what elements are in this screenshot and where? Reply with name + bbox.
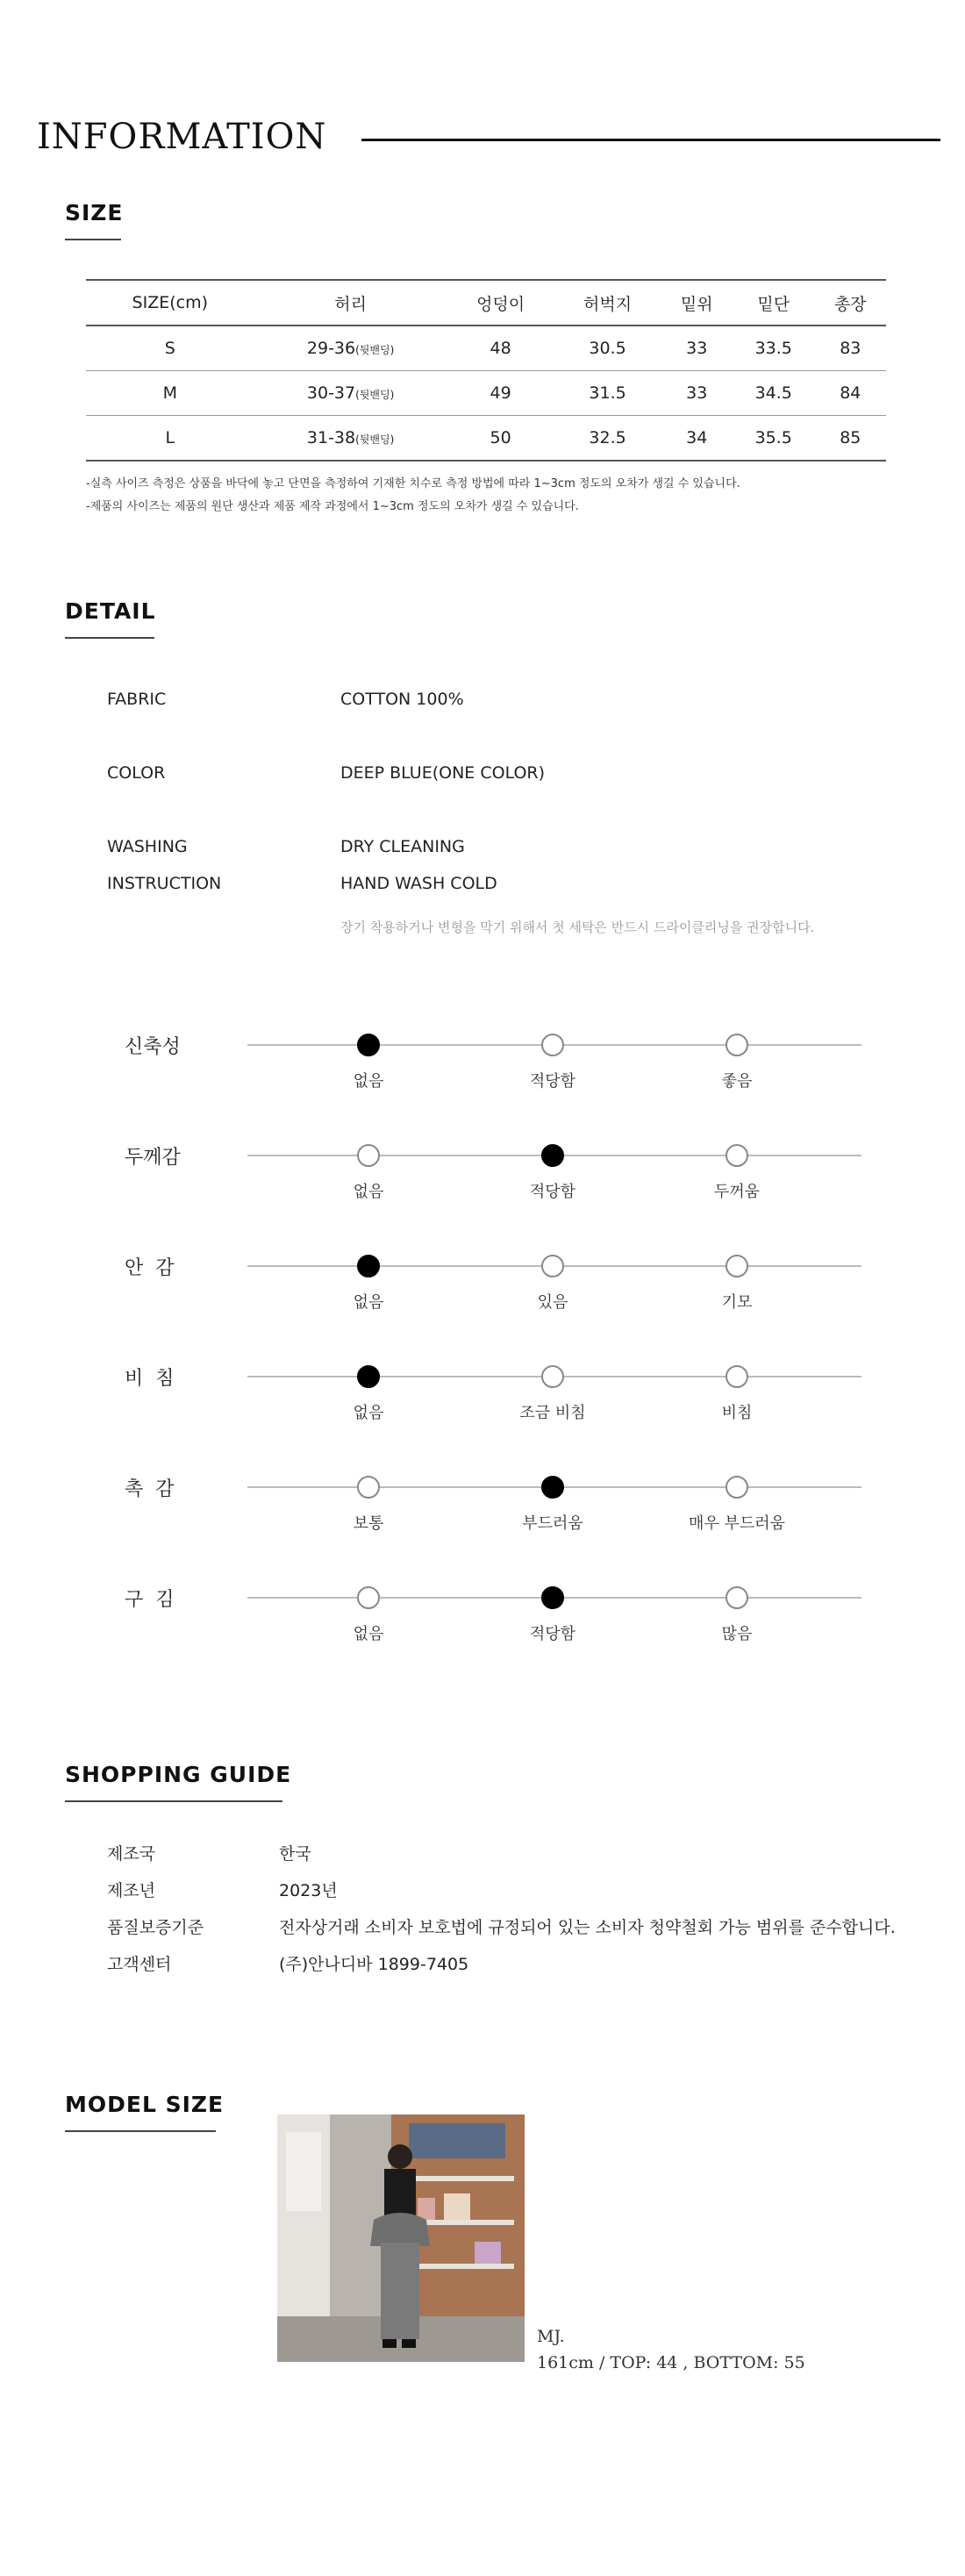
scale-label: 신축성 [125, 1036, 181, 1058]
scale-option-label: 비침 [721, 1404, 753, 1422]
color-value: DEEP BLUE(ONE COLOR) [340, 763, 546, 783]
scale-option-label: 적당함 [529, 1625, 576, 1643]
col-header: 허벅지 [583, 294, 633, 314]
scale-option-label: 있음 [537, 1293, 568, 1312]
size-section-title: SIZE [65, 200, 124, 225]
scale-dot [541, 1255, 564, 1277]
model-photo-illustration [277, 2114, 525, 2362]
scale-dot [357, 1144, 380, 1167]
scale-option-label: 적당함 [529, 1072, 576, 1091]
rise-cell: 33 [686, 339, 708, 358]
scale-dot-selected [357, 1365, 380, 1388]
size-table [86, 279, 886, 462]
scale-dot-selected [541, 1476, 564, 1499]
guide-value: 2023년 [279, 1881, 338, 1900]
scale-dot [726, 1586, 748, 1609]
scale-option-label: 부드러움 [522, 1514, 583, 1533]
hip-cell: 50 [490, 428, 511, 447]
scale-dot [541, 1365, 564, 1388]
guide-value: 한국 [279, 1844, 311, 1864]
col-header: 밑단 [757, 294, 790, 314]
table-row [86, 326, 886, 371]
scale-option-label: 기모 [721, 1293, 753, 1312]
guide-title-underline [65, 1800, 282, 1802]
guide-label: 제조국 [107, 1844, 156, 1864]
guide-section-title: SHOPPING GUIDE [65, 1762, 292, 1787]
title-rule [361, 139, 940, 141]
rise-cell: 34 [686, 428, 708, 447]
hem-cell: 35.5 [754, 428, 792, 447]
waist-cell: 31-38(뒷밴딩) [306, 428, 395, 447]
color-label: COLOR [107, 763, 166, 783]
detail-title-underline [65, 637, 154, 639]
page-title: INFORMATION [37, 117, 327, 157]
thigh-cell: 32.5 [589, 428, 626, 447]
scale-dot-selected [357, 1034, 380, 1056]
length-cell: 83 [840, 339, 861, 358]
length-cell: 84 [840, 383, 861, 403]
washing-value: DRY CLEANING [340, 837, 465, 856]
scale-option-label: 없음 [353, 1293, 384, 1312]
guide-label: 고객센터 [107, 1955, 172, 1974]
instruction-label: INSTRUCTION [107, 874, 222, 893]
size-title-underline [65, 239, 121, 240]
scale-option-label: 없음 [353, 1072, 384, 1091]
model-title-underline [65, 2130, 216, 2132]
thigh-cell: 30.5 [589, 339, 626, 358]
scale-option-label: 없음 [353, 1625, 384, 1643]
table-row [86, 416, 886, 462]
scale-label: 안 감 [125, 1257, 175, 1279]
scale-option-label: 적당함 [529, 1183, 576, 1201]
thigh-cell: 31.5 [589, 383, 626, 403]
scale-option-label: 많음 [721, 1625, 753, 1643]
scale-label: 비 침 [125, 1368, 175, 1390]
hem-cell: 34.5 [754, 383, 792, 403]
col-header: 총장 [833, 294, 867, 314]
size-table-header [86, 280, 886, 326]
scale-label: 두께감 [125, 1147, 181, 1169]
hip-cell: 49 [490, 383, 511, 403]
instruction-value: HAND WASH COLD [340, 874, 497, 893]
scale-label: 촉 감 [125, 1478, 175, 1500]
scale-dot-selected [541, 1144, 564, 1167]
rise-cell: 33 [686, 383, 708, 403]
size-cell: M [162, 383, 177, 403]
col-header: 허리 [334, 294, 367, 314]
scale-dot [726, 1365, 748, 1388]
waist-cell: 29-36(뒷밴딩) [306, 339, 395, 358]
scale-dot [541, 1034, 564, 1056]
scale-dot [726, 1476, 748, 1499]
col-header: 밑위 [680, 294, 713, 314]
model-photo [277, 2114, 525, 2362]
washing-label: WASHING [107, 837, 188, 856]
size-note: -제품의 사이즈는 제품의 원단 생산과 제품 제작 과정에서 1~3cm 정도의 오차가 생길 수 있습니다. [86, 500, 579, 513]
detail-section-title: DETAIL [65, 598, 156, 624]
fabric-label: FABRIC [107, 690, 167, 709]
scale-option-label: 매우 부드러움 [688, 1514, 786, 1533]
scale-label: 구 김 [125, 1589, 175, 1611]
model-spec: 161cm / TOP: 44 , BOTTOM: 55 [537, 2353, 805, 2372]
guide-value: 전자상거래 소비자 보호법에 규정되어 있는 소비자 청약철회 가능 범위를 준수합니다. [279, 1918, 896, 1937]
scale-option-label: 두꺼움 [713, 1183, 761, 1201]
scale-dot [726, 1034, 748, 1056]
guide-label: 제조년 [107, 1881, 156, 1900]
hip-cell: 48 [490, 339, 511, 358]
scale-option-label: 없음 [353, 1404, 384, 1422]
scale-dot [726, 1255, 748, 1277]
model-name: MJ. [537, 2327, 565, 2346]
scale-dot-selected [357, 1255, 380, 1277]
scale-dot-selected [541, 1586, 564, 1609]
scale-dot [726, 1144, 748, 1167]
fabric-value: COTTON 100% [340, 690, 464, 709]
scale-option-label: 조금 비침 [519, 1404, 586, 1422]
guide-label: 품질보증기준 [107, 1918, 204, 1937]
scale-dot [357, 1586, 380, 1609]
size-note: -실측 사이즈 측정은 상품을 바닥에 놓고 단면을 측정하여 기재한 치수로 측정 방법에 따라 1~3cm 정도의 오차가 생길 수 있습니다. [86, 477, 740, 490]
scale-option-label: 없음 [353, 1183, 384, 1201]
scale-dot [357, 1476, 380, 1499]
scale-option-label: 좋음 [721, 1072, 753, 1091]
waist-cell: 30-37(뒷밴딩) [306, 383, 395, 403]
table-row [86, 371, 886, 416]
model-section-title: MODEL SIZE [65, 2092, 225, 2117]
washing-note: 장기 착용하거나 변형을 막기 위해서 첫 세탁은 반드시 드라이클리닝을 권장합니다. [340, 919, 815, 935]
scale-option-label: 보통 [353, 1514, 384, 1533]
size-cell: L [165, 428, 175, 447]
guide-value: (주)안나디바 1899-7405 [279, 1955, 469, 1974]
length-cell: 85 [840, 428, 861, 447]
col-header: SIZE(cm) [132, 293, 208, 312]
hem-cell: 33.5 [754, 339, 792, 358]
col-header: 엉덩이 [476, 294, 525, 314]
size-cell: S [164, 339, 175, 358]
